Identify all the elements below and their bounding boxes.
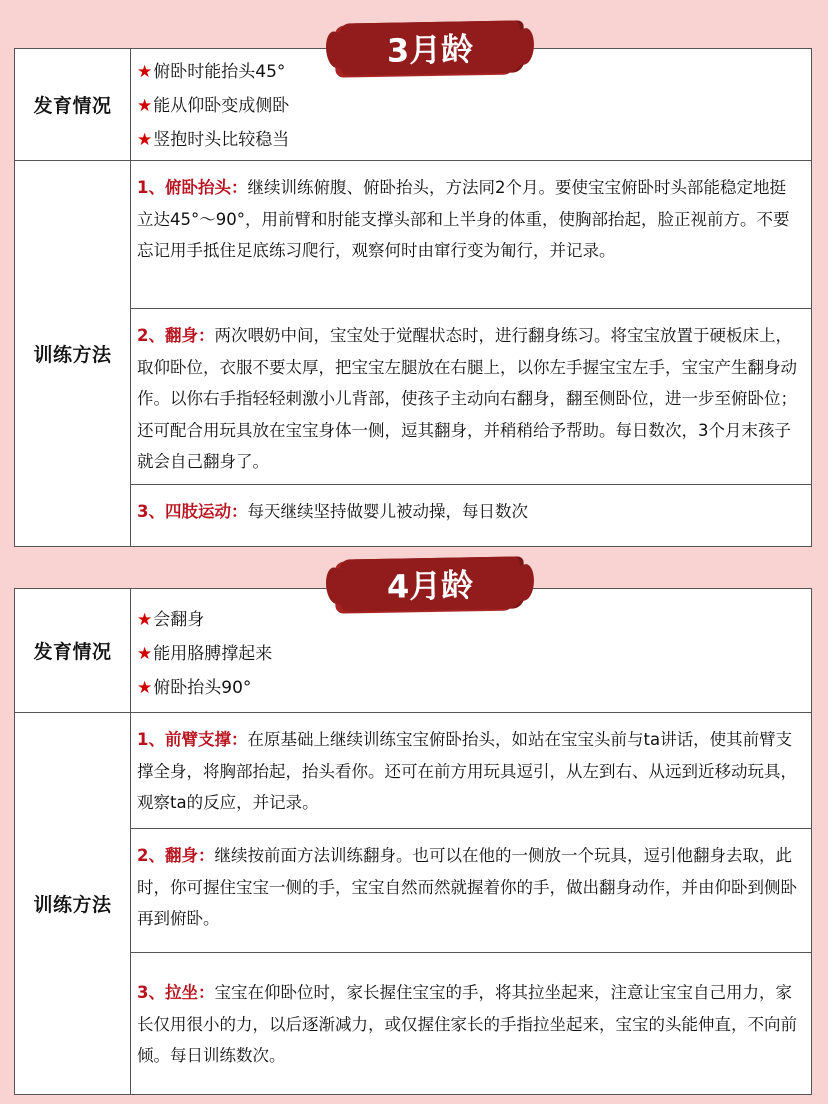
- star-icon: ★: [137, 678, 153, 698]
- training-label: 训练方法: [15, 713, 131, 1094]
- training-label: 训练方法: [15, 161, 131, 546]
- method-item: [131, 713, 811, 829]
- training-row: [15, 161, 811, 546]
- banner-3-months: 3月龄: [340, 20, 521, 75]
- list-item: ★俯卧抬头90°: [137, 678, 252, 698]
- star-icon: ★: [137, 96, 153, 116]
- method-text: 两次喂奶中间，宝宝处于觉醒状态时，进行翻身练习。将宝宝放置于硬板床上，取仰卧位，衣服不要太厚，把宝宝左腿放在右腿上，以你左手握宝宝左手，宝宝产生翻身动作。以你右手指轻轻刺激小儿背部，使孩子主动向右翻身，翻至侧卧位，进一步至俯卧位；还可配合用玩具放在宝宝身体一侧，逗其翻身，并稍稍给予帮助。每日数次，3个月末孩子就会自己翻身了。: [137, 326, 797, 471]
- method-title: 3、拉坐：: [137, 983, 215, 1002]
- method-text: 在原基础上继续训练宝宝俯卧抬头，如站在宝宝头前与ta讲话，使其前臂支撑全身，将胸部抬起，抬头看你。还可在前方用玩具逗引，从左到右、从远到近移动玩具，观察ta的反应，并记录。: [137, 730, 797, 812]
- method-text: 宝宝在仰卧位时，家长握住宝宝的手，将其拉坐起来，注意让宝宝自己用力，家长仅用很小的力，以后逐渐减力，或仅握住家长的手指拉坐起来，宝宝的头能伸直，不向前倾。每日训练数次。: [137, 983, 797, 1065]
- star-icon: ★: [137, 644, 153, 664]
- star-icon: ★: [137, 610, 153, 630]
- star-icon: ★: [137, 62, 153, 82]
- table-4-months: [14, 588, 812, 1095]
- method-title: 1、前臂支撑：: [137, 730, 248, 749]
- star-icon: ★: [137, 130, 153, 150]
- list-item: ★俯卧时能抬头45°: [137, 62, 286, 82]
- method-title: 2、翻身：: [137, 326, 215, 345]
- method-title: 1、俯卧抬头：: [137, 178, 248, 197]
- method-item: [131, 485, 811, 543]
- development-label: 发育情况: [15, 589, 131, 712]
- list-item: ★能用胳膊撑起来: [137, 644, 273, 664]
- training-methods: [131, 713, 811, 1094]
- method-item: [131, 829, 811, 953]
- list-item: ★会翻身: [137, 610, 205, 630]
- method-item: [131, 161, 811, 309]
- method-item: [131, 309, 811, 485]
- method-text: 继续训练俯腹、俯卧抬头，方法同2个月。要使宝宝俯卧时头部能稳定地挺立达45°～90°，用前臂和肘能支撑头部和上半身的体重，使胸部抬起，脸正视前方。不要忘记用手抵住足底练习爬行，观察何时由窜行变为匍行，并记录。: [137, 178, 790, 260]
- training-methods: [131, 161, 811, 546]
- method-text: 每天继续坚持做婴儿被动操，每日数次: [247, 502, 528, 521]
- method-title: 2、翻身：: [137, 846, 215, 865]
- method-item: [131, 953, 811, 1093]
- list-item: ★竖抱时头比较稳当: [137, 130, 290, 150]
- development-label: 发育情况: [15, 49, 131, 160]
- method-text: 继续按前面方法训练翻身。也可以在他的一侧放一个玩具，逗引他翻身去取，此时，你可握住宝宝一侧的手，宝宝自然而然就握着你的手，做出翻身动作，并由仰卧到侧卧再到俯卧。: [137, 846, 797, 928]
- method-title: 3、四肢运动：: [137, 502, 248, 521]
- table-3-months: [14, 48, 812, 547]
- list-item: ★能从仰卧变成侧卧: [137, 96, 290, 116]
- banner-4-months: 4月龄: [340, 556, 521, 611]
- training-row: [15, 713, 811, 1094]
